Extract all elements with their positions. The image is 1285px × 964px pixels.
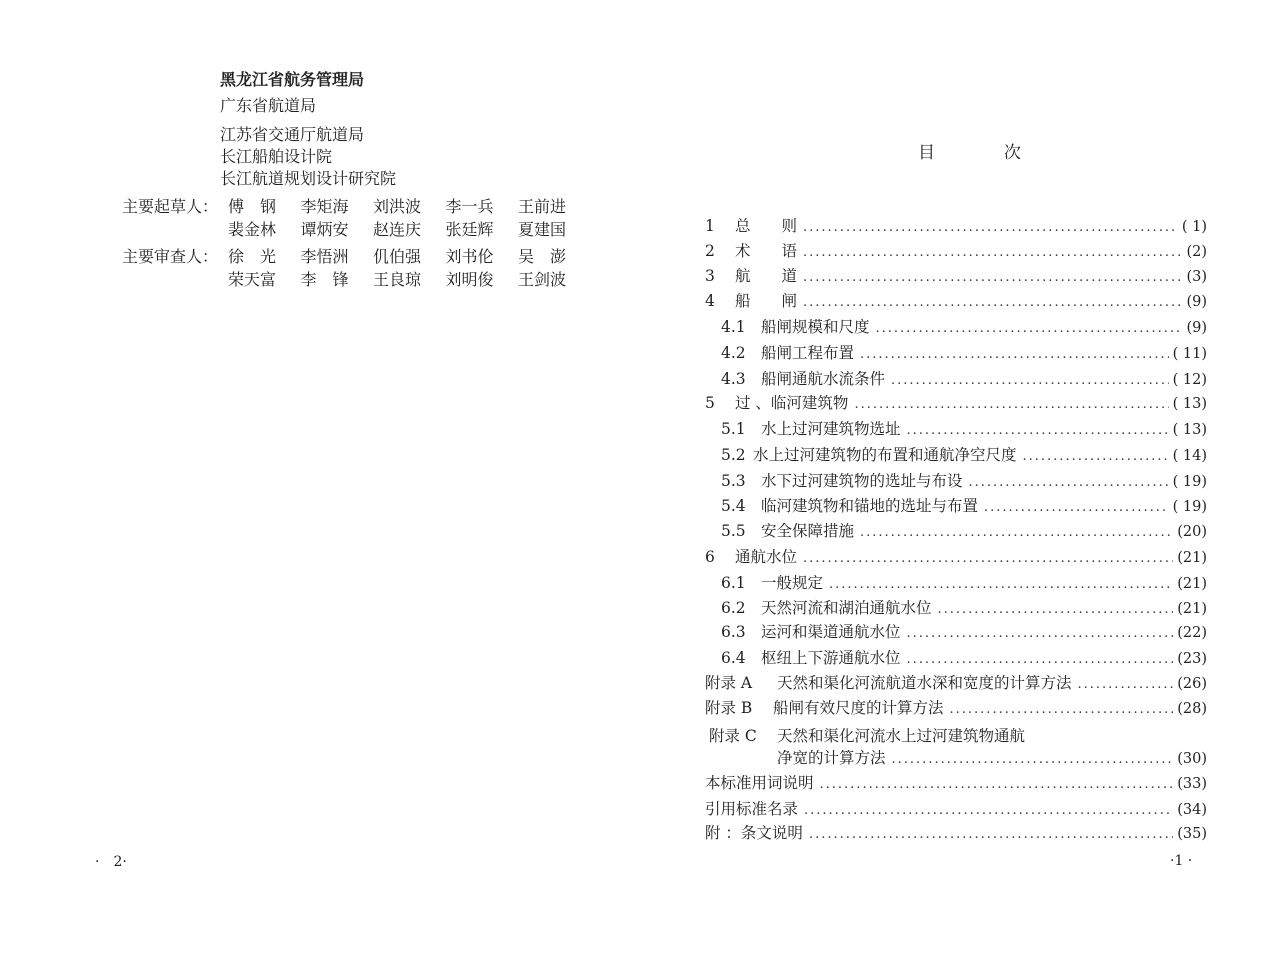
person-name: 徐 光 [228, 247, 277, 266]
person-name: 刘明俊 [445, 270, 494, 289]
toc-entry[interactable] [721, 520, 1207, 542]
toc-leader-dots [803, 267, 1182, 289]
toc-title [918, 138, 1021, 163]
toc-leader-dots [907, 420, 1169, 442]
toc-title-text: 附 ：条文说明 [705, 824, 803, 842]
toc-leader-dots [809, 824, 1173, 846]
toc-entry[interactable] [709, 725, 1207, 747]
toc-page: ( 1) [1181, 219, 1207, 235]
toc-title-text: 净宽的计算方法 [777, 749, 886, 767]
drafters-label: 主要起草人： [122, 197, 219, 216]
toc-title-text: 总 则 [735, 217, 798, 235]
toc-page: ( 14) [1172, 448, 1207, 464]
toc-page: (26) [1177, 676, 1207, 692]
toc-entry[interactable] [705, 215, 1207, 237]
toc-number: 6.1 [721, 574, 746, 592]
toc-leader-dots [1078, 674, 1174, 696]
toc-title-text: 安全保障措施 [761, 522, 855, 540]
toc-leader-dots [907, 623, 1174, 645]
toc-page: ( 13) [1172, 422, 1207, 438]
toc-page: ( 19) [1172, 474, 1207, 490]
organization-name: 广东省航道局 [220, 96, 317, 115]
toc-leader-dots [803, 548, 1173, 570]
toc-number: 5.5 [721, 522, 746, 540]
person-name: 张廷辉 [445, 220, 494, 239]
toc-page: (21) [1177, 550, 1207, 566]
toc-number: 1 [705, 217, 715, 235]
toc-entry[interactable] [721, 621, 1207, 643]
toc-title-text: 船闸工程布置 [761, 344, 855, 362]
toc-entry[interactable] [721, 342, 1207, 364]
toc-entry[interactable] [705, 546, 1207, 568]
person-name: 谭炳安 [300, 220, 349, 239]
toc-title-text: 船 闸 [735, 292, 798, 310]
person-name: 赵连庆 [372, 220, 421, 239]
toc-leader-dots [876, 318, 1183, 340]
person-name: 裴金林 [228, 220, 277, 239]
toc-number: 附录 C [709, 727, 757, 745]
toc-title-text: 天然和渠化河流水上过河建筑物通航 [777, 727, 1026, 745]
toc-title-char: 次 [1003, 143, 1021, 163]
toc-page: (22) [1177, 625, 1207, 641]
toc-entry[interactable] [705, 697, 1207, 719]
toc-leader-dots [860, 522, 1173, 544]
toc-leader-dots [950, 699, 1174, 721]
toc-title-text: 本标准用词说明 [705, 774, 814, 792]
toc-number: 附录 B [705, 699, 753, 717]
toc-entry[interactable] [705, 290, 1207, 312]
toc-title-text: 运河和渠道通航水位 [761, 623, 901, 641]
toc-entry[interactable] [721, 444, 1207, 466]
toc-leader-dots [860, 344, 1169, 366]
toc-page: ( 11) [1172, 346, 1207, 362]
toc-title-text: 水上过河建筑物选址 [761, 420, 901, 438]
toc-title-text: 船闸有效尺度的计算方法 [773, 699, 944, 717]
toc-title-text: 船闸规模和尺度 [761, 318, 870, 336]
toc-page: (35) [1177, 826, 1207, 842]
toc-leader-dots [829, 574, 1173, 596]
toc-page: (21) [1177, 576, 1207, 592]
toc-entry[interactable] [721, 647, 1207, 669]
toc-page: (20) [1177, 524, 1207, 540]
toc-entry[interactable] [721, 368, 1207, 390]
toc-number: 5 [705, 394, 715, 412]
toc-entry[interactable] [705, 772, 1207, 794]
toc-number: 6.2 [721, 599, 746, 617]
toc-page: (33) [1177, 776, 1207, 792]
person-name: 王前进 [517, 197, 566, 216]
toc-page: (28) [1177, 701, 1207, 717]
person-name: 王剑波 [517, 270, 566, 289]
toc-number: 附录 A [705, 674, 753, 692]
toc-entry[interactable] [705, 265, 1207, 287]
toc-page: ( 19) [1172, 499, 1207, 515]
toc-number: 6.4 [721, 649, 746, 667]
toc-page: (3) [1186, 269, 1207, 285]
toc-number: 4.2 [721, 344, 746, 362]
toc-title-text: 通航水位 [735, 548, 798, 566]
toc-entry[interactable] [721, 597, 1207, 619]
toc-title-char: 目 [918, 143, 935, 163]
toc-leader-dots [803, 292, 1182, 314]
toc-entry[interactable] [705, 240, 1207, 262]
toc-leader-dots [938, 599, 1174, 621]
toc-leader-dots [969, 472, 1169, 494]
toc-number: 5.3 [721, 472, 746, 490]
toc-number: 3 [705, 267, 715, 285]
toc-leader-dots [892, 749, 1174, 771]
toc-page: (23) [1177, 651, 1207, 667]
toc-entry[interactable] [721, 316, 1207, 338]
toc-title-text: 天然和渠化河流航道水深和宽度的计算方法 [777, 674, 1072, 692]
person-name: 刘书伦 [445, 247, 494, 266]
toc-title-text: 枢纽上下游通航水位 [761, 649, 901, 667]
toc-page: (34) [1177, 802, 1207, 818]
person-name: 傅 钢 [228, 197, 277, 216]
organization-name: 长江航道规划设计研究院 [220, 169, 397, 188]
reviewers-label: 主要审查人： [122, 247, 219, 266]
toc-title-text: 过 、临河建筑物 [735, 394, 849, 412]
toc-page: ( 13) [1172, 396, 1207, 412]
toc-page: (30) [1177, 751, 1207, 767]
toc-number: 5.4 [721, 497, 746, 515]
toc-title-text: 水上过河建筑物的布置和通航净空尺度 [753, 446, 1017, 464]
toc-leader-dots [804, 800, 1173, 822]
toc-entry[interactable] [705, 798, 1207, 820]
toc-entry[interactable] [721, 418, 1207, 440]
toc-leader-dots [803, 242, 1182, 264]
person-name: 李悟洲 [300, 247, 349, 266]
toc-number: 6.3 [721, 623, 746, 641]
toc-title-text: 船闸通航水流条件 [761, 370, 886, 388]
person-name: 王良琼 [372, 270, 421, 289]
organization-name: 黑龙江省航务管理局 [220, 70, 365, 89]
toc-title-text: 引用标准名录 [705, 800, 799, 818]
toc-title-text: 天然河流和湖泊通航水位 [761, 599, 932, 617]
toc-entry[interactable] [705, 392, 1207, 414]
toc-leader-dots [803, 217, 1178, 239]
person-name: 吴 澎 [517, 247, 566, 266]
toc-number: 5.1 [721, 420, 746, 438]
toc-page: ( 12) [1172, 372, 1207, 388]
page-number-left: · 2· [95, 854, 127, 870]
toc-number: 4.3 [721, 370, 746, 388]
toc-number: 5.2 [721, 446, 746, 464]
toc-page: (2) [1186, 244, 1207, 260]
toc-leader-dots [854, 394, 1168, 416]
toc-entry[interactable] [721, 470, 1207, 492]
toc-leader-dots [891, 370, 1169, 392]
toc-entry[interactable] [705, 822, 1207, 844]
person-name: 李矩海 [300, 197, 349, 216]
toc-leader-dots [907, 649, 1174, 671]
toc-title-text: 临河建筑物和锚地的选址与布置 [761, 497, 979, 515]
toc-leader-dots [984, 497, 1169, 519]
toc-number: 2 [705, 242, 715, 260]
person-name: 荣天富 [228, 270, 277, 289]
reviewers-row [122, 269, 566, 291]
toc-entry[interactable] [705, 672, 1207, 694]
person-name: 李一兵 [445, 197, 494, 216]
reviewers-row [122, 246, 566, 268]
person-name: 仉伯强 [372, 247, 421, 266]
toc-title-text: 水下过河建筑物的选址与布设 [761, 472, 963, 490]
toc-page: (9) [1186, 320, 1207, 336]
toc-page: (21) [1177, 601, 1207, 617]
toc-number: 4 [705, 292, 715, 310]
drafters-row [122, 196, 566, 218]
toc-title-text: 一般规定 [761, 574, 824, 592]
toc-title-text: 航 道 [735, 267, 798, 285]
toc-leader-dots [1023, 446, 1169, 468]
toc-page: (9) [1186, 294, 1207, 310]
person-name: 夏建国 [517, 220, 566, 239]
toc-entry[interactable] [721, 572, 1207, 594]
toc-title-text: 术 语 [735, 242, 798, 260]
drafters-row [122, 219, 566, 241]
toc-leader-dots [820, 774, 1174, 796]
organization-name: 长江船舶设计院 [220, 147, 333, 166]
person-name: 李 锋 [300, 270, 349, 289]
organization-name: 江苏省交通厅航道局 [220, 125, 365, 144]
toc-number: 6 [705, 548, 715, 566]
toc-entry[interactable] [777, 747, 1207, 769]
person-name: 刘洪波 [372, 197, 421, 216]
toc-entry[interactable] [721, 495, 1207, 517]
toc-number: 4.1 [721, 318, 746, 336]
page-number-right: ·1 · [1170, 853, 1193, 869]
